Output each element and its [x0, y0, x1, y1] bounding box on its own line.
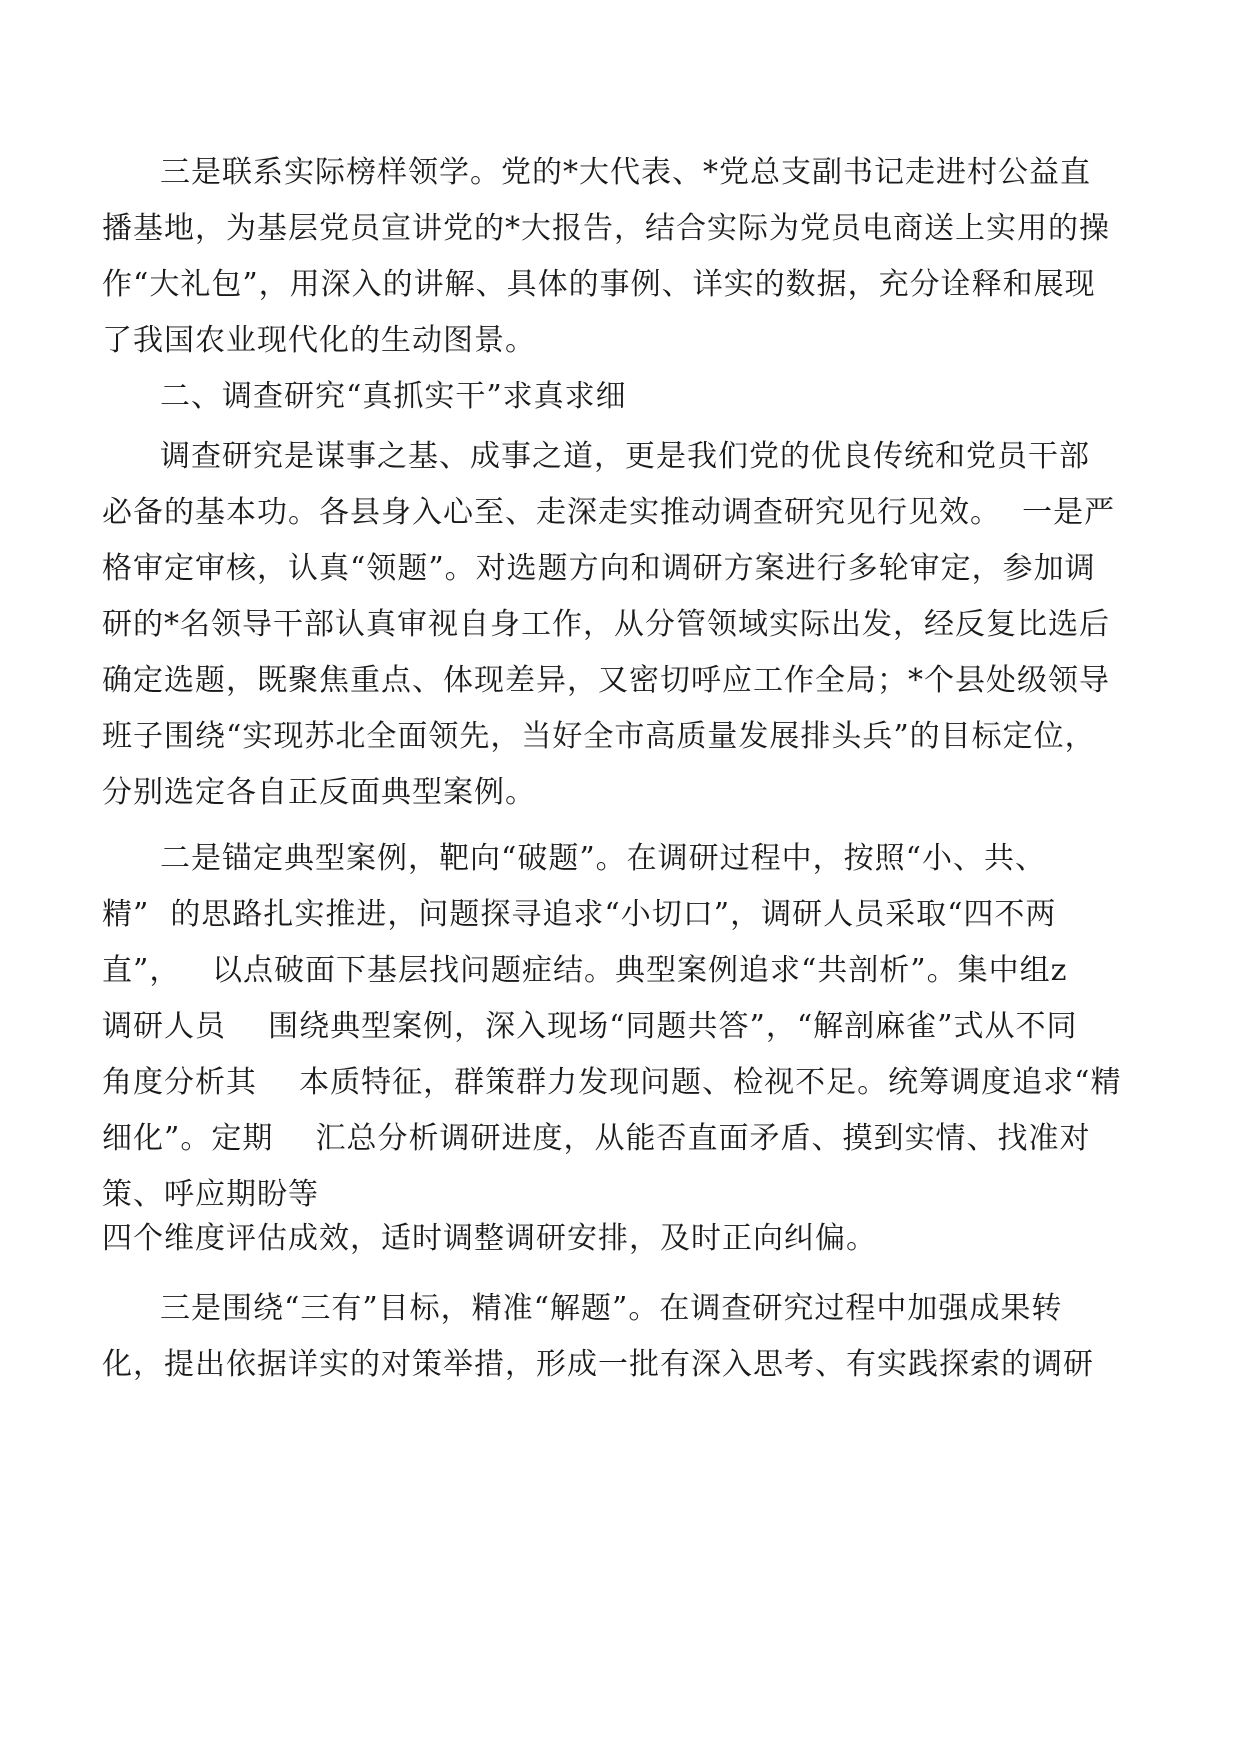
paragraph-line: 分别选定各自正反面典型案例。	[102, 775, 536, 810]
paragraph-line: 细化”。定期 汇总分析调研进度，从能否直面矛盾、摸到实情、找准对	[102, 1121, 1091, 1156]
paragraph-line: 调查研究是谋事之基、成事之道，更是我们党的优良传统和党员干部	[160, 439, 1090, 474]
paragraph-line: 策、呼应期盼等	[102, 1177, 319, 1212]
paragraph-line: 确定选题，既聚焦重点、体现差异，又密切呼应工作全局；*个县处级领导	[102, 663, 1110, 698]
paragraph-line: 四个维度评估成效，适时调整调研安排，及时正向纠偏。	[102, 1221, 877, 1256]
paragraph-line: 二是锚定典型案例，靶向“破题”。在调研过程中，按照“小、共、	[160, 841, 1047, 876]
paragraph-line: 角度分析其 本质特征，群策群力发现问题、检视不足。统筹调度追求“精	[102, 1065, 1122, 1100]
paragraph-line: 直”， 以点破面下基层找问题症结。典型案例追求“共剖析”。集中组z	[102, 953, 1068, 988]
paragraph-line: 格审定审核，认真“领题”。对选题方向和调研方案进行多轮审定，参加调	[102, 551, 1096, 586]
paragraph-line: 播基地，为基层党员宣讲党的*大报告，结合实际为党员电商送上实用的操	[102, 211, 1110, 246]
paragraph-line: 作“大礼包”，用深入的讲解、具体的事例、详实的数据，充分诠释和展现	[102, 267, 1096, 302]
paragraph-line: 必备的基本功。各县身入心至、走深走实推动调查研究见行见效。 一是严	[102, 495, 1116, 530]
section-heading: 二、调查研究“真抓实干”求真求细	[160, 379, 627, 414]
paragraph-line: 班子围绕“实现苏北全面领先，当好全市高质量发展排头兵”的目标定位，	[102, 719, 1096, 754]
paragraph-line: 精” 的思路扎实推进，问题探寻追求“小切口”，调研人员采取“四不两	[102, 897, 1057, 932]
paragraph-line: 三是联系实际榜样领学。党的*大代表、*党总支副书记走进村公益直	[160, 155, 1091, 190]
paragraph-line: 调研人员 围绕典型案例，深入现场“同题共答”，“解剖麻雀”式从不同	[102, 1009, 1078, 1044]
paragraph-line: 了我国农业现代化的生动图景。	[102, 323, 536, 358]
paragraph-line: 化，提出依据详实的对策举措，形成一批有深入思考、有实践探索的调研	[102, 1347, 1094, 1382]
paragraph-line: 研的*名领导干部认真审视自身工作，从分管领域实际出发，经反复比选后	[102, 607, 1110, 642]
paragraph-line: 三是围绕“三有”目标，精准“解题”。在调查研究过程中加强成果转	[160, 1291, 1063, 1326]
